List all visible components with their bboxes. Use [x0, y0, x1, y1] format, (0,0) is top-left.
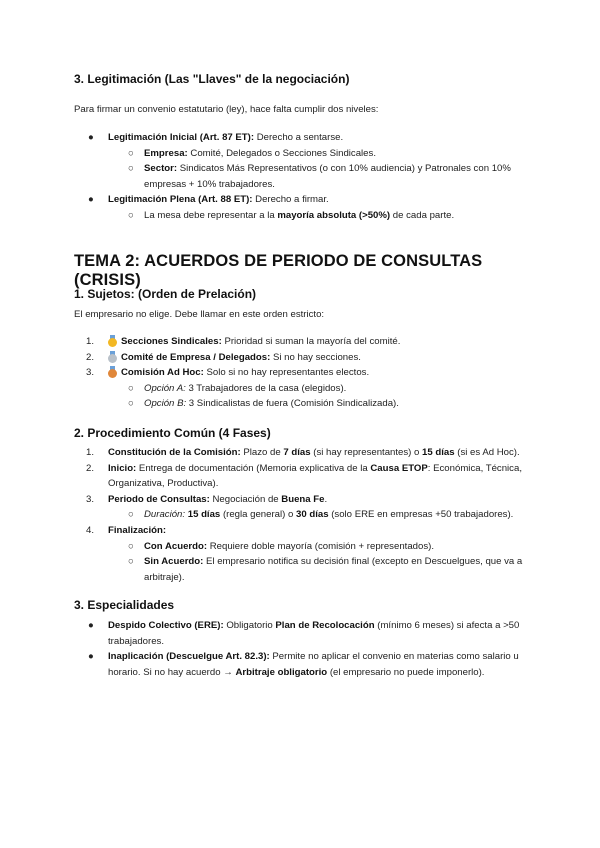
- gold-medal-icon: [108, 335, 117, 346]
- list-item: ● Legitimación Inicial (Art. 87 ET): Derecho a sentarse.: [74, 130, 534, 146]
- bullet-disc-icon: ●: [88, 620, 94, 631]
- bullet-circle-icon: ○: [128, 382, 134, 394]
- list-item: ○ Opción A: 3 Trabajadores de la casa (elegidos).: [74, 381, 534, 397]
- section-legitimacion: [74, 72, 534, 86]
- bullet-circle-icon: ○: [128, 556, 134, 568]
- list-item: 4. Finalización:: [86, 524, 167, 536]
- list-item: ● Despido Colectivo (ERE): Obligatorio Plan de Recolocación (mínimo 6 meses) si afecta a >50 trabajadores.: [88, 620, 520, 647]
- list-item: 1. Secciones Sindicales: Prioridad si suman la mayoría del comité.: [86, 336, 401, 347]
- paragraph: El empresario no elige. Debe llamar en este orden estricto:: [74, 309, 325, 320]
- bullet-disc-icon: ●: [88, 194, 94, 206]
- list-item: 2. Inicio: Entrega de documentación (Memoria explicativa de la Causa ETOP: Económica, Técnica, Organizativa, Productiva).: [86, 462, 522, 490]
- list-item: ○ Opción B: 3 Sindicalistas de fuera (Comisión Sindicalizada).: [74, 396, 534, 412]
- section-title: 3. Especialidades: [74, 598, 175, 612]
- list-item: ● Inaplicación (Descuelgue Art. 82.3): Permite no aplicar el convenio en materias como salario u horario. Si no hay acuerdo → Arbitraje obligatorio (el empresario no puede imponerlo).: [88, 651, 519, 678]
- bullet-disc-icon: ●: [88, 651, 94, 663]
- bullet-circle-icon: ○: [128, 209, 134, 221]
- list-item: ○ Sector: Sindicatos Más Representativos (o con 10% audiencia) y Patronales con 10% empresas + 10% trabajadores.: [128, 163, 511, 190]
- list-item: 2. Comité de Empresa / Delegados: Si no hay secciones.: [86, 351, 361, 363]
- bullet-circle-icon: ○: [128, 540, 134, 552]
- chapter-title: TEMA 2: ACUERDOS DE PERIODO DE CONSULTAS (CRISIS): [74, 252, 483, 289]
- list-item: ○ La mesa debe representar a la mayoría absoluta (>50%) de cada parte.: [74, 208, 534, 224]
- list-item: ○ Con Acuerdo: Requiere doble mayoría (comisión + representados).: [74, 539, 534, 555]
- bullet-circle-icon: ○: [128, 163, 134, 175]
- bullet-circle-icon: ○: [128, 147, 134, 159]
- section-title: 3. Legitimación (Las "Llaves" de la negociación): [74, 72, 350, 86]
- section-title: 1. Sujetos: (Orden de Prelación): [74, 287, 257, 301]
- bullet-circle-icon: ○: [128, 509, 134, 521]
- bullet-circle-icon: ○: [128, 398, 134, 410]
- list-item: 1. Constitución de la Comisión: Plazo de 7 días (si hay representantes) o 15 días (si es Ad Hoc).: [86, 447, 520, 458]
- bullet-disc-icon: ●: [88, 132, 94, 143]
- silver-medal-icon: [108, 351, 117, 362]
- list-item: 3. Comisión Ad Hoc: Solo si no hay representantes electos.: [86, 367, 370, 379]
- list-item: ○ Sin Acuerdo: El empresario notifica su decisión final (excepto en Descuelgues, que va a arbitraje).: [128, 556, 523, 583]
- list-item: ○ Duración: 15 días (regla general) o 30 días (solo ERE en empresas +50 trabajadores).: [74, 507, 534, 523]
- list-item: ○ Empresa: Comité, Delegados o Secciones Sindicales.: [74, 146, 534, 162]
- list-item: ● Legitimación Plena (Art. 88 ET): Derecho a firmar.: [74, 192, 534, 208]
- paragraph: Para firmar un convenio estatutario (ley), hace falta cumplir dos niveles:: [74, 104, 379, 115]
- section-title: 2. Procedimiento Común (4 Fases): [74, 426, 271, 440]
- bronze-medal-icon: [108, 366, 117, 377]
- list-item: 3. Periodo de Consultas: Negociación de Buena Fe.: [86, 493, 328, 505]
